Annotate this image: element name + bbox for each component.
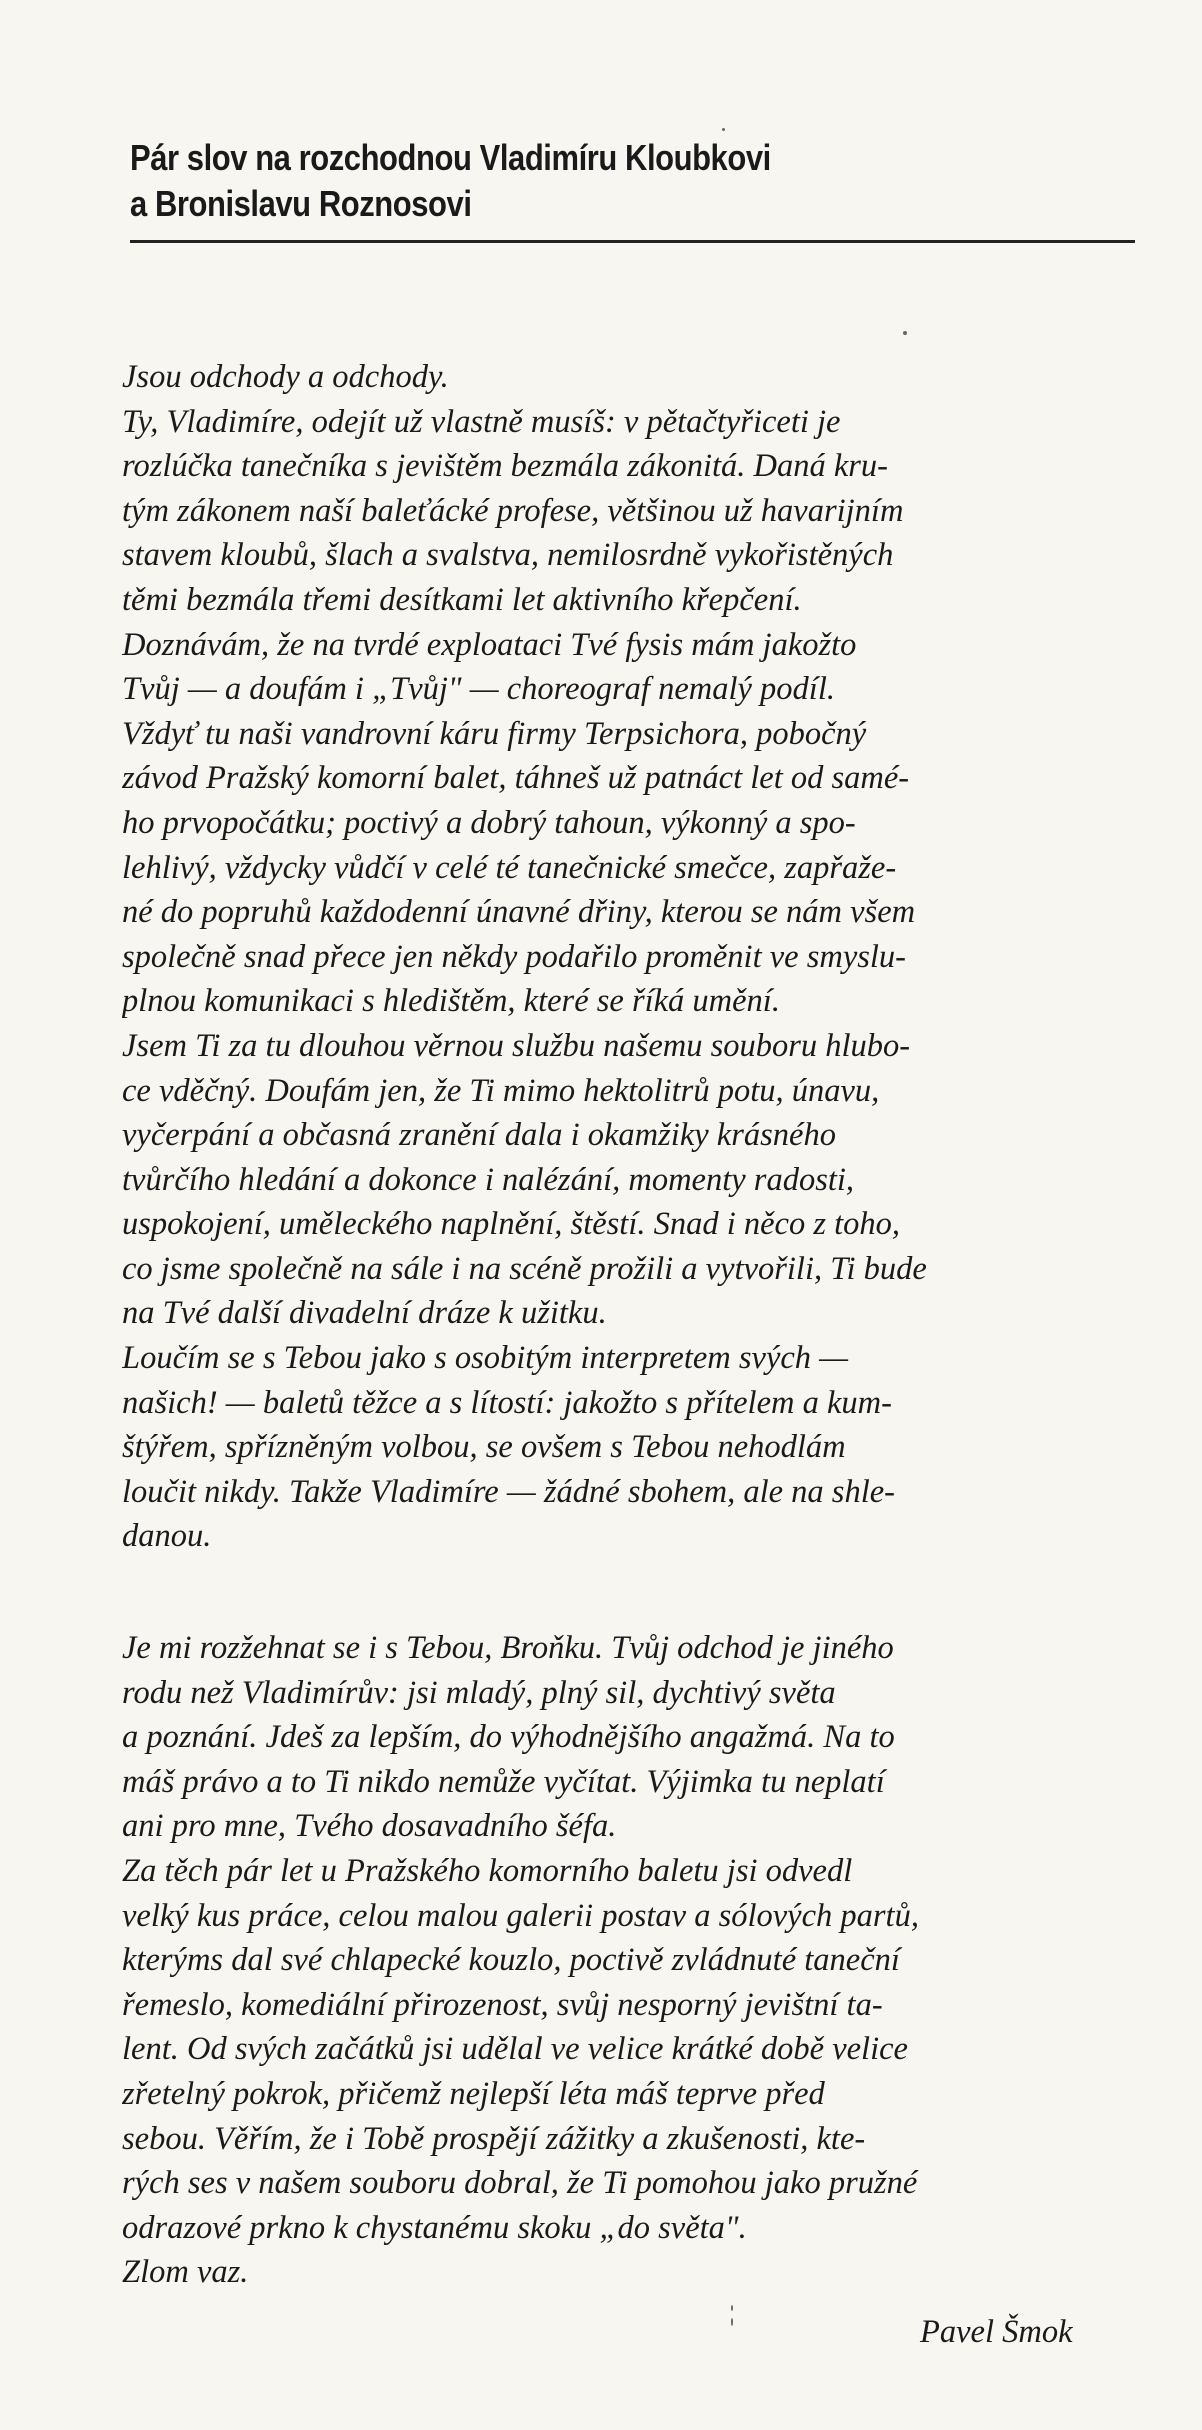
text-line: loučit nikdy. Takže Vladimíre — žádné sbohem, ale na shle- (122, 1473, 895, 1510)
text-line: plnou komunikaci s hledištěm, které se říká umění. (122, 983, 780, 1020)
paragraph-gap (122, 1559, 1132, 1626)
print-speck (731, 2305, 733, 2311)
text-line: Je mi rozžehnat se i s Tebou, Broňku. Tvůj odchod je jiného (122, 1630, 894, 1667)
text-line: velký kus práce, celou malou galerii postav a sólových partů, (122, 1897, 919, 1934)
text-line: a poznání. Jdeš za lepším, do výhodnějšího angažmá. Na to (122, 1719, 895, 1756)
text-line: odrazové prkno k chystanému skoku „do světa". (122, 2209, 747, 2246)
paragraph-bronislav (122, 1626, 1132, 2295)
text-line: našich! — baletů těžce a s lítostí: jakožto s přítelem a kum- (122, 1384, 892, 1421)
text-line: společně snad přece jen někdy podařilo proměnit ve smyslu- (122, 938, 906, 975)
print-speck (722, 128, 725, 131)
text-line: rých ses v našem souboru dobral, že Ti pomohou jako pružné (122, 2165, 918, 2202)
text-line: ani pro mne, Tvého dosavadního šéfa. (122, 1808, 617, 1845)
text-line: tým zákonem naší baleťácké profese, většinou už havarijním (122, 492, 904, 529)
text-line: Zlom vaz. (122, 2254, 249, 2291)
text-line: Jsem Ti za tu dlouhou věrnou službu našemu souboru hlubo- (122, 1027, 911, 1064)
text-line: tvůrčího hledání a dokonce i nalézání, momenty radosti, (122, 1161, 855, 1198)
text-line: rodu než Vladimírův: jsi mladý, plný sil, dychtivý světa (122, 1674, 836, 1711)
text-line: Doznávám, že na tvrdé exploataci Tvé fysis mám jakožto (122, 626, 857, 663)
text-line: Jsou odchody a odchody. (122, 359, 449, 395)
print-speck (903, 331, 907, 335)
signature: Pavel Šmok (920, 2314, 1073, 2350)
letter-body (122, 355, 1132, 2295)
text-line: Ty, Vladimíre, odejít už vlastně musíš: v pětačtyřiceti je (122, 403, 841, 440)
text-line: Za těch pár let u Pražského komorního baletu jsi odvedl (122, 1853, 853, 1889)
text-line: zřetelný pokrok, přičemž nejlepší léta máš teprve před (122, 2075, 825, 2112)
text-line: ho prvopočátku; poctivý a dobrý tahoun, výkonný a spo- (122, 804, 856, 841)
text-line: vyčerpání a občasná zranění dala i okamžiky krásného (122, 1117, 836, 1154)
title-line-1: Pár slov na rozchodnou Vladimíru Kloubkovi (130, 137, 771, 178)
text-line: na Tvé další divadelní dráze k užitku. (122, 1295, 607, 1332)
text-line: řemeslo, komediální přirozenost, svůj nesporný jevištní ta- (122, 1986, 883, 2023)
print-speck (731, 2318, 733, 2326)
text-line: kterýms dal své chlapecké kouzlo, poctivě zvládnuté taneční (122, 1942, 900, 1979)
text-line: Vždyť tu naši vandrovní káru firmy Terpsichora, pobočný (122, 715, 867, 752)
title-line-2: a Bronislavu Roznosovi (130, 183, 472, 224)
text-line: ce vděčný. Doufám jen, že Ti mimo hektolitrů potu, únavu, (122, 1072, 880, 1109)
text-line: lehlivý, vždycky vůdčí v celé té tanečnické smečce, zapřaže- (122, 849, 897, 886)
text-line: uspokojení, uměleckého naplnění, štěstí. Snad i něco z toho, (122, 1206, 901, 1243)
title-divider (130, 240, 1135, 243)
paragraph-vladimir (122, 355, 1132, 1559)
document-title (130, 135, 990, 227)
text-line: stavem kloubů, šlach a svalstva, nemilosrdně vykořistěných (122, 537, 894, 574)
text-line: máš právo a to Ti nikdo nemůže vyčítat. Výjimka tu neplatí (122, 1763, 885, 1800)
text-line: danou. (122, 1518, 212, 1555)
text-line: závod Pražský komorní balet, táhneš už patnáct let od samé- (122, 760, 910, 797)
text-line: těmi bezmála třemi desítkami let aktivního křepčení. (122, 581, 802, 618)
text-line: Tvůj — a doufám i „Tvůj" — choreograf nemalý podíl. (122, 671, 835, 708)
text-line: Loučím se s Tebou jako s osobitým interpretem svých — (122, 1340, 849, 1377)
text-line: né do popruhů každodenní únavné dřiny, kterou se nám všem (122, 894, 916, 931)
text-line: co jsme společně na sále i na scéně prožili a vytvořili, Ti bude (122, 1250, 927, 1287)
text-line: rozlúčka tanečníka s jevištěm bezmála zákonitá. Daná kru- (122, 448, 889, 485)
text-line: štýřem, spřízněným volbou, se ovšem s Tebou nehodlám (122, 1429, 846, 1466)
text-line: lent. Od svých začátků jsi udělal ve velice krátké době velice (122, 2031, 908, 2068)
text-line: sebou. Věřím, že i Tobě prospějí zážitky a zkušenosti, kte- (122, 2120, 866, 2157)
